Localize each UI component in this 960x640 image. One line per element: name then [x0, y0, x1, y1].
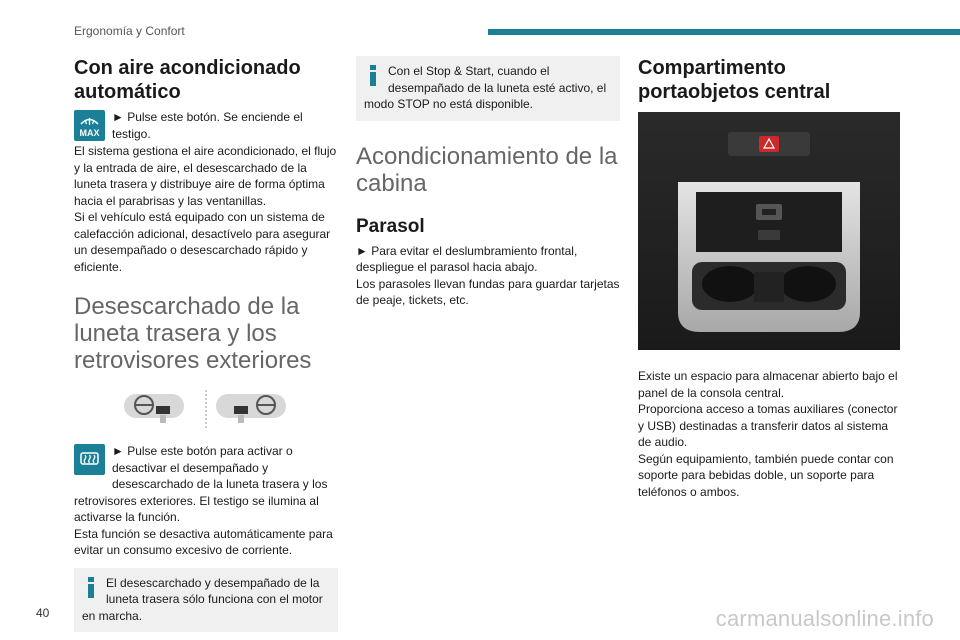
- info-icon: [366, 65, 380, 87]
- parasol-paragraph-2: Los parasoles llevan fundas para guardar tarjetas de peaje, tickets, etc.: [356, 276, 620, 307]
- ac-title: Con aire acondicionado automático: [74, 57, 301, 103]
- console-photo: [638, 112, 900, 350]
- rear-defrost-icon: [74, 444, 105, 475]
- defrost-paragraph-2: Esta función se desactiva automáticamente para evitar un consumo excesivo de corriente.: [74, 526, 333, 557]
- defrost-title: Desescarchado de la luneta trasera y los retrovisores exteriores: [74, 293, 312, 374]
- defrost-section: [74, 442, 338, 559]
- watermark: carmanualsonline.info: [715, 606, 934, 631]
- parasol-instruction: ► Para evitar el deslumbramiento frontal, despliegue el parasol hacia abajo.: [356, 243, 578, 274]
- defrost-info-box: [74, 568, 338, 633]
- ac-max-icon: [74, 110, 105, 141]
- parasol-title: Parasol: [356, 215, 425, 237]
- storage-title: Compartimento portaobjetos central: [638, 57, 831, 103]
- info-icon: [84, 577, 98, 599]
- stop-start-info-text: Con el Stop & Start, cuando el desempañado de la luneta esté activo, el modo STOP no está disponible.: [364, 64, 607, 111]
- stop-start-info-box: [356, 56, 620, 121]
- storage-paragraph-2: Proporciona acceso a tomas auxiliares (conector y USB) destinadas a transferir datos al sistema de audio.: [638, 402, 898, 449]
- column-middle: [356, 56, 620, 309]
- defrost-instruction: ► Pulse este botón para activar o desactivar el desempañado y desescarchado de la luneta trasera y los retrovisores exteriores. El testigo se ilumina al activarse la función.: [74, 444, 328, 524]
- header-accent-bar: [488, 29, 960, 35]
- svg-text:MAX: MAX: [79, 128, 100, 138]
- ac-instruction: ► Pulse este botón. Se enciende el testigo.: [112, 110, 303, 141]
- column-left: [74, 56, 338, 632]
- storage-text: [638, 368, 902, 500]
- page-number: 40: [36, 606, 50, 620]
- cabin-title: Acondicionamiento de la cabina: [356, 142, 618, 197]
- storage-paragraph-1: Existe un espacio para almacenar abierto bajo el panel de la consola central.: [638, 369, 898, 400]
- defrost-info-text: El desescarchado y desempañado de la luneta trasera sólo funciona con el motor en marcha.: [82, 575, 323, 623]
- ac-paragraph-1: El sistema gestiona el aire acondicionado, el flujo y la entrada de aire, el desescarchado de la luneta trasera y distribuye aire de forma óptima hacia el parabrisas y las ventanillas.: [74, 144, 337, 208]
- ac-section: [74, 108, 338, 275]
- storage-paragraph-3: Según equipamiento, también puede contar con soporte para bebidas doble, un soporte para teléfonos o ambos.: [638, 451, 894, 499]
- column-right: [638, 56, 902, 500]
- ac-paragraph-2: Si el vehículo está equipado con un sistema de calefacción adicional, desactívelo para asegurar un desempañado o desescarchado rápido y eficiente.: [74, 210, 331, 274]
- defrost-illustration: [74, 390, 338, 428]
- section-header: Ergonomía y Confort: [74, 24, 185, 38]
